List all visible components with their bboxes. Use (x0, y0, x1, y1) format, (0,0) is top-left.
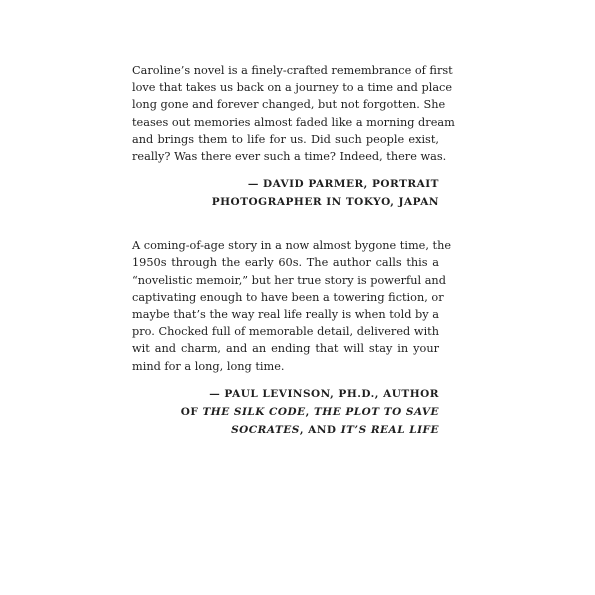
book-title-plot-to-save: THE PLOT TO SAVE (313, 405, 439, 418)
blurb-line: captivating enough to have been a towering fiction, or (132, 290, 444, 304)
attribution-line: PHOTOGRAPHER IN TOKYO, JAPAN (211, 196, 439, 209)
blurb-page (132, 62, 455, 439)
blurb-line: really? Was there ever such a time? Indeed, there was. (132, 150, 447, 164)
section-gap (132, 211, 439, 237)
attribution-line (132, 403, 439, 421)
blurb-parmer (132, 62, 455, 165)
attribution-line: — DAVID PARMER, PORTRAIT (247, 178, 439, 191)
attribution-line: — PAUL LEVINSON, PH.D., AUTHOR (209, 387, 439, 400)
blurb-line: mind for a long, long time. (132, 359, 285, 373)
blurb-line: 1950s through the early 60s. The author calls this a (132, 256, 439, 270)
blurb-line: and brings them to life for us. Did such people exist, (132, 132, 439, 146)
blurb-line: love that takes us back on a journey to a time and place (132, 81, 453, 95)
blurb-line: A coming-of-age story in a now almost bygone time, the (132, 239, 452, 253)
blurb-line: long gone and forever changed, but not forgotten. She (132, 98, 446, 112)
blurb-line: wit and charm, and an ending that will stay in your (132, 342, 439, 356)
attribution-text: OF (180, 405, 203, 418)
attribution-parmer (132, 175, 439, 211)
blurb-line: Caroline’s novel is a finely-crafted remembrance of first (132, 64, 453, 77)
blurb-line: “novelistic memoir,” but her true story is powerful and (132, 273, 446, 287)
book-title-socrates: SOCRATES (231, 423, 300, 436)
attribution-text: , AND (299, 423, 341, 436)
blurb-line: pro. Chocked full of memorable detail, delivered with (132, 325, 439, 339)
blurb-levinson (132, 237, 452, 375)
blurb-line: teases out memories almost faded like a morning dream (132, 115, 455, 129)
book-title-real-life: IT’S REAL LIFE (340, 423, 439, 436)
blurb-line: maybe that’s the way real life really is when told by a (132, 308, 439, 322)
attribution-line (132, 421, 439, 439)
book-title-silk-code: THE SILK CODE (202, 405, 306, 418)
attribution-text: , (305, 405, 314, 418)
attribution-levinson (132, 385, 439, 439)
